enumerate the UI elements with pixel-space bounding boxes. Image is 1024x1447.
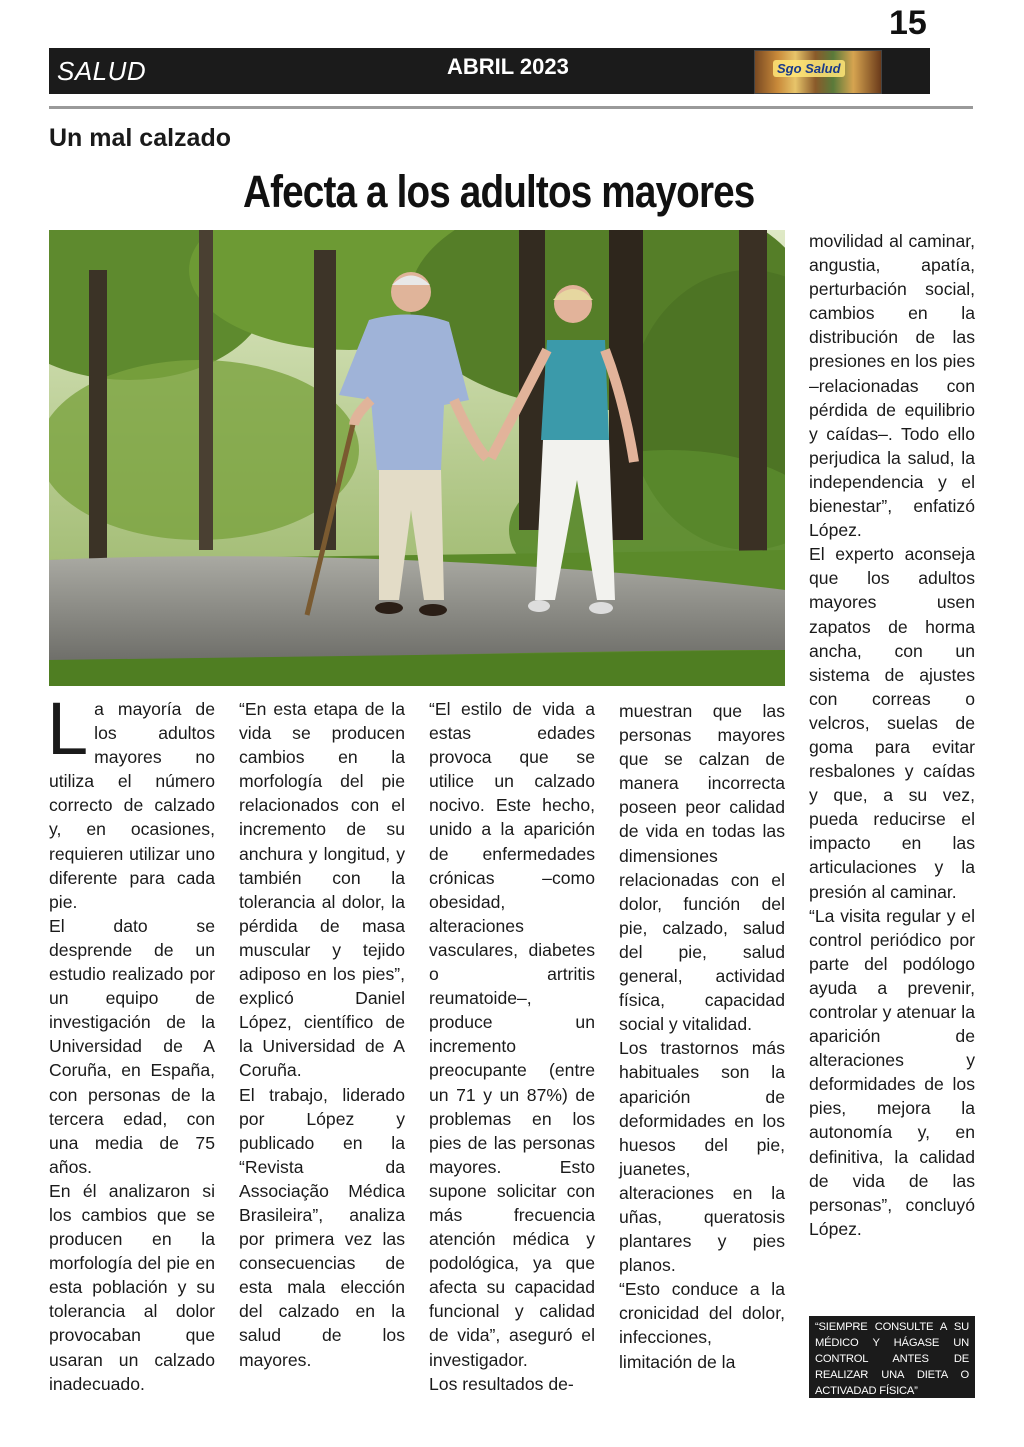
drop-cap: L xyxy=(47,687,89,770)
paragraph: “Esto conduce a la cronicidad del dolor, infecciones, limitación de la xyxy=(619,1279,785,1372)
header-rule xyxy=(49,106,973,109)
paragraph: El dato se desprende de un estudio realizado por un equipo de investigación de la Universidad de A Coruña, en España, con personas de la tercera edad, con una media de 75 años. xyxy=(49,915,215,1177)
paragraph: “En esta etapa de la vida se producen cambios en la morfología del pie relacionados con el incremento de su anchura y longitud, y también con la tolerancia al dolor, la pérdida de masa muscular y tejido adiposo en los pies”, explicó Daniel López, científico de la Universidad de A Coruña. xyxy=(239,699,405,1081)
paragraph: El experto aconseja que los adultos mayores usen zapatos de horma ancha, con un sistema de ajustes con correas o velcros, suelas de goma para evitar resbalones y caídas y que, a su vez, pueda reducirse el impacto en las articulaciones y la presión al caminar. xyxy=(809,544,975,902)
paragraph: Los resultados de- xyxy=(429,1373,574,1394)
publication-logo xyxy=(754,50,882,94)
couple-walking-illustration xyxy=(49,230,785,686)
page-number: 15 xyxy=(889,4,927,42)
article-column-4 xyxy=(619,699,785,1374)
issue-date: ABRIL 2023 xyxy=(447,54,569,79)
advice-note-box: “SIEMPRE CONSULTE A SU MÉDICO Y HÁGASE UN CONTROL ANTES DE REALIZAR UNA DIETA O ACTIVADAD FÍSICA” xyxy=(809,1316,975,1398)
paragraph: “La visita regular y el control periódico por parte del podólogo ayuda a prevenir, controlar y atenuar la aparición de alteraciones y deformidades de los pies, mejora la autonomía y, en definitiva, la calidad de vida de las personas”, concluyó López. xyxy=(809,905,975,1239)
article-column-3 xyxy=(429,697,595,1396)
paragraph: a mayoría de los adultos mayores no utiliza el número correcto de calzado y, en ocasiones, requieren utilizar uno diferente para cada pie. xyxy=(49,699,215,912)
paragraph: En él analizaron si los cambios que se producen en la morfología del pie en esta población y su tolerancia al dolor provocaban que usaran un calzado inadecuado. xyxy=(49,1180,215,1394)
header-bar xyxy=(49,48,973,94)
article-column-1 xyxy=(47,687,215,1396)
paragraph: movilidad al caminar, angustia, apatía, perturbación social, cambios en la distribución de las presiones en los pies –relacionadas con pérdida de equilibrio y caídas–. Todo ello perjudica la salud, la independencia y el bienestar”, enfatizó López. xyxy=(809,231,975,541)
article-column-2 xyxy=(239,697,405,1372)
article-kicker: Un mal calzado xyxy=(49,124,231,152)
article-column-5 xyxy=(809,229,975,1241)
article-photo xyxy=(49,230,785,686)
paragraph: El trabajo, liderado por López y publicado en la “Revista da Associação Médica Brasileira”, analiza por primera vez las consecuencias de esta mala elección del calzado en la salud de los mayores. xyxy=(239,1084,405,1370)
paragraph: muestran que las personas mayores que se calzan de manera incorrecta poseen peor calidad de vida en todas las dimensiones relacionadas con el dolor, función del pie, calzado, salud del pie, salud general, actividad física, capacidad social y vitalidad. xyxy=(619,701,785,1035)
paragraph: “El estilo de vida a estas edades provoca que se utilice un calzado nocivo. Este hecho, unido a la aparición de enfermedades crónicas –como obesidad, alteraciones vasculares, diabetes o artritis reumatoide–, produce un incremento preocupante (entre un 71 y un 87%) de problemas en los pies de las personas mayores. Esto supone solicitar con más frecuencia atención médica y podológica, ya que afecta su capacidad funcional y calidad de vida”, aseguró el investigador. xyxy=(429,699,595,1370)
paragraph: Los trastornos más habituales son la aparición de deformidades en los huesos del pie, juanetes, alteraciones en la uñas, queratosis plantares y pies planos. xyxy=(619,1038,785,1276)
page-number-box xyxy=(930,48,973,94)
section-label: SALUD xyxy=(57,56,147,86)
logo-text: Sgo Salud xyxy=(773,60,845,77)
article-headline: Afecta a los adultos mayores xyxy=(243,166,755,217)
